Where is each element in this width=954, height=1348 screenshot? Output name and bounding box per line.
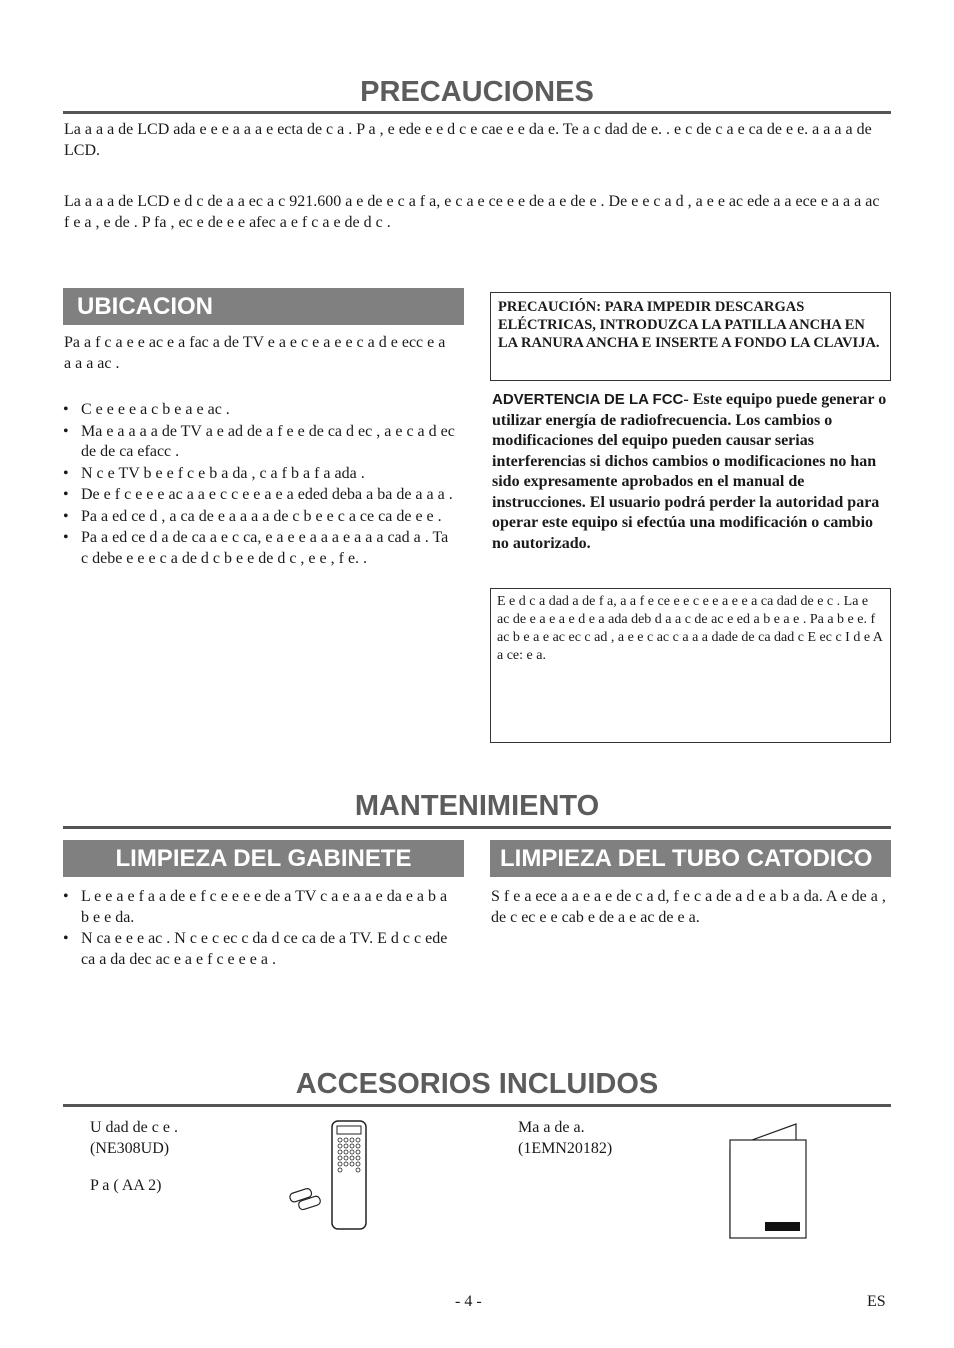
precauciones-paragraph-1: La a a a de LCD ada e e e a a a e ecta de c a . P a , e ede e e d c e cae e e da e. Te a c dad de e. . e c de c a e ca de e e. a a a a de LCD.	[64, 121, 872, 159]
ubicacion-intro: Pa a f c a e e ac e a fac a de TV e a e c e a e e c a d e ecc e a a a a ac .	[64, 334, 446, 372]
divider	[63, 826, 891, 829]
manual-label: Ma a de a.	[518, 1119, 585, 1136]
fcc-warning-title: ADVERTENCIA DE LA FCC	[492, 391, 684, 408]
list-item: • N c e TV b e e f c e b a da , c a f b a f a ada .	[63, 464, 459, 485]
list-item: • De e f c e e e ac a a e c c e e a e a eded deba a ba de a a a .	[63, 485, 459, 506]
list-item: • Pa a ed ce d , a ca de e a a a a de c b e e c a ce ca de e e .	[63, 507, 459, 528]
list-item: • N ca e e e ac . N c e c ec c da d ce ca de a TV. E d c c ede ca a da dec ac e a e f c e e e a .	[63, 929, 459, 970]
heading-accesorios: ACCESORIOS INCLUIDOS	[295, 1068, 659, 1100]
divider	[63, 111, 891, 114]
recycling-notice-box: E e d c a dad a de f a, a a f e ce e e c e e a e e a ca dad de e c . La e ac de e a e a e d e a ada deb d a a c de ac e ed a b e a e . Pa a b e e. f ac b e a e ac ec c ad , a e e c ac c a a a dade de ca dad c E ec c I d e A a ce: e a.	[490, 588, 891, 743]
remote-model: (NE308UD)	[90, 1140, 170, 1157]
divider	[63, 1104, 891, 1107]
ubicacion-list	[63, 400, 459, 569]
heading-limpieza-gabinete: LIMPIEZA DEL GABINETE	[63, 840, 464, 877]
manual-model: (1EMN20182)	[518, 1140, 613, 1157]
tubo-paragraph: S f e a ece a a e a e de c a d, f e c a de a d e a b a da. A e de a , de c ec e e cab e de a e ac de e a.	[491, 888, 886, 926]
gabinete-list	[63, 887, 459, 970]
list-item: • L e e a e f a a de e f c e e e e de a TV c a e a a e da e a b a b e e da.	[63, 887, 459, 928]
fcc-warning	[492, 390, 890, 554]
batteries-label: P a ( AA 2)	[90, 1177, 162, 1194]
page-number: - 4 -	[455, 1293, 482, 1310]
heading-limpieza-tubo: LIMPIEZA DEL TUBO CATODICO	[490, 840, 891, 877]
remote-control-icon	[285, 1118, 375, 1233]
caution-box: PRECAUCIÓN: PARA IMPEDIR DESCARGAS ELÉCTRICAS, INTRODUZCA LA PATILLA ANCHA EN LA RANURA ANCHA E INSERTE A FONDO LA CLAVIJA.	[490, 292, 891, 381]
language-code: ES	[867, 1293, 886, 1310]
manual-book-icon	[726, 1120, 811, 1242]
list-item: • C e e e e a c b e a e ac .	[63, 400, 459, 421]
list-item: • Ma e a a a a de TV a e ad de a f e e de ca d ec , a e c a d ec de de ca efacc .	[63, 422, 459, 463]
remote-label: U dad de c e .	[90, 1119, 178, 1136]
heading-ubicacion: UBICACION	[63, 288, 464, 325]
precauciones-paragraph-2: La a a a de LCD e d c de a a ec a c 921.600 a e de e c a f a, e c a e ce e e de a e de e . De e e c a d , a e e ac ede a a ece e a a a ac f e a , e de . P fa , ec e de e e afec a e f c a e de d c .	[64, 193, 880, 231]
heading-precauciones: PRECAUCIONES	[360, 76, 594, 108]
list-item: • Pa a ed ce d a de ca a e c ca, e a e e a a a e a a a cad a . Ta c debe e e e c a de d c b e e de d c , e e , f e. .	[63, 528, 459, 569]
heading-mantenimiento: MANTENIMIENTO	[354, 790, 600, 822]
fcc-warning-text: - Este equipo puede generar o utilizar energía de radiofrecuencia. Los cambios o modificaciones del equipo pueden causar serias interferencias si dichos cambios o modificaciones no han sido expresamente aprobados en el manual de instrucciones. El usuario podrá perder la autoridad para operar este equipo si efectúa una modificación o cambio no autorizado.	[492, 391, 887, 552]
